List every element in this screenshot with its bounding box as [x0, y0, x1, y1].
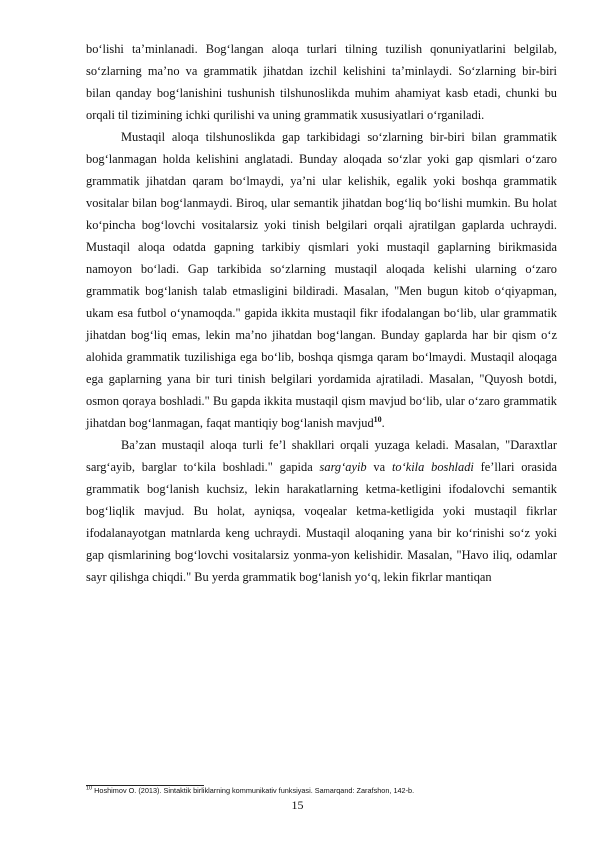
- paragraph-2-text: Mustaqil aloqa tilshunoslikda gap tarkibidagi so‘zlarning bir-biri bilan grammatik bog‘lanmagan holda kelishini anglatadi. Bunday aloqada so‘zlar yoki gap qismlari o‘zaro grammatik jihatdan qaram bo‘lmaydi, ya’ni ular kelishik, egalik yoki boshqa grammatik vositalar bilan bog‘lanmaydi. Biroq, ular semantik jihatdan bog‘liq bo‘lishi mumkin. Bu holat ko‘pincha bog‘lovchi vositalarsiz yoki tinish belgilari orqali ajratilgan gaplarda uchraydi. Mustaqil aloqa odatda gapning tarkibiy qismlari yoki mustaqil gaplarning birikmasida namoyon bo‘ladi. Gap tarkibida so‘zlarning mustaqil aloqada kelishi ularning o‘zaro grammatik bog‘lanish talab etmasligini bildiradi. Masalan, "Men bugun kitob o‘qiyapman, ukam esa futbol o‘ynamoqda." gapida ikkita mustaqil fikr ifodalangan bo‘lib, ular grammatik jihatdan bog‘liq emas, lekin ma’no jihatdan bog‘langan. Bunday gaplarda har bir qism o‘z alohida grammatik tuzilishiga ega bo‘lib, boshqa qismga qaram bo‘lmaydi. Mustaqil aloqaga ega gaplarning yana bir turi tinish belgilari yordamida ajratiladi. Masalan, "Quyosh botdi, osmon qoraya boshladi." Bu gapda ikkita mustaqil qism mavjud bo‘lib, ular o‘zaro grammatik jihatdan bog‘lanmagan, faqat mantiqiy bog‘lanish mavjud: [86, 130, 557, 430]
- paragraph-3-text-b: va: [366, 460, 392, 474]
- italic-term-1: sarg‘ayib: [319, 460, 367, 474]
- paragraph-3-text-a: Ba’zan mustaqil aloqa turli fe’l shakllari orqali yuzaga keladi. Masalan, "Daraxtlar sarg‘ayib, barglar to‘kila boshladi." gapida: [86, 438, 557, 474]
- footnote-text: Hoshimov O. (2013). Sintaktik birliklarning kommunikativ funksiyasi. Samarqand: Zarafshon, 142-b.: [92, 786, 415, 795]
- paragraph-2: [86, 126, 557, 434]
- paragraph-2-end: .: [381, 416, 385, 430]
- body-text: [86, 38, 557, 588]
- paragraph-1: bo‘lishi ta’minlanadi. Bog‘langan aloqa turlari tilning tuzilish qonuniyatlarini belgilab, so‘zlarning ma’no va grammatik jihatdan izchil kelishini ta’minlaydi. So‘zlarning bir-biri bilan qanday bog‘lanishini tushunish tilshunoslikda muhim ahamiyat kasb etadi, chunki bu orqali til tizimining ichki qurilishi va uning grammatik xususiyatlari o‘rganiladi.: [86, 42, 557, 122]
- paragraph-3: [86, 434, 557, 588]
- footnote: [86, 786, 557, 796]
- italic-term-2: to‘kila boshladi: [391, 460, 474, 474]
- footnote-number: 10: [86, 785, 93, 792]
- page-number: 15: [291, 798, 304, 812]
- footnote-marker[interactable]: 10: [373, 414, 382, 424]
- paragraph-3-text-c: fe’llari orasida grammatik bog‘lanish kuchsiz, lekin harakatlarning ketma-ketligini ifodalovchi semantik bog‘liqlik mavjud. Bu holat, ayniqsa, voqealar ketma-ketligida yoki mustaqil fikrlar ifodalanayotgan matnlarda keng uchraydi. Mustaqil aloqaning yana bir ko‘rinishi so‘z yoki gap qismlarining bog‘lovchi vositalarsiz yonma-yon kelishidir. Masalan, "Havo iliq, odamlar sayr qilishga chiqdi." Bu yerda grammatik bog‘lanish yo‘q, lekin fikrlar mantiqan: [86, 460, 558, 584]
